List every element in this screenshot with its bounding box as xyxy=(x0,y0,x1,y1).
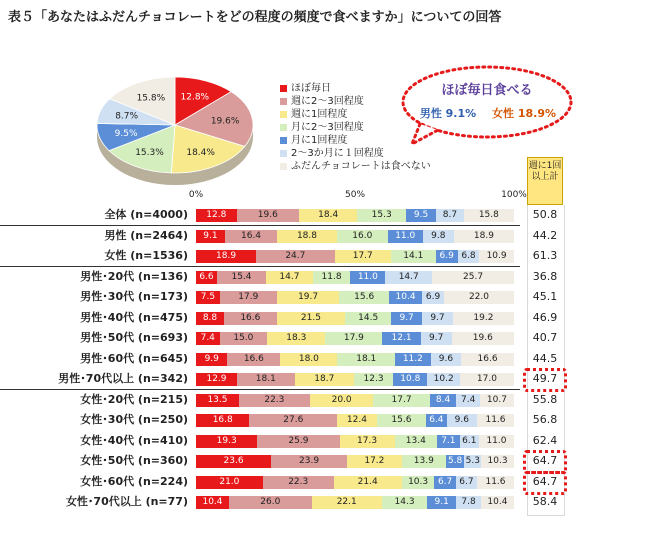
stacked-bar xyxy=(196,312,514,325)
bar-segment: 16.0 xyxy=(337,230,388,243)
row-total: 64.7 xyxy=(532,454,558,467)
bar-segment: 12.1 xyxy=(382,332,420,345)
bar-segment: 24.7 xyxy=(256,250,335,263)
highlight-box xyxy=(523,368,567,392)
pie-label: 18.4% xyxy=(186,147,215,158)
bar-row xyxy=(0,431,650,451)
pie-chart xyxy=(80,70,270,200)
bar-segment: 16.6 xyxy=(461,353,514,366)
bar-segment: 9.9 xyxy=(196,353,227,366)
bar-row xyxy=(0,328,650,348)
bar-segment: 12.4 xyxy=(337,414,376,427)
bar-segment: 18.0 xyxy=(280,353,337,366)
total-column-header: 週に1回以上計 xyxy=(527,157,563,205)
bar-row xyxy=(0,246,650,266)
pie-label: 12.8% xyxy=(180,92,210,103)
bar-segment: 15.3 xyxy=(357,209,406,222)
bar-segment: 11.6 xyxy=(477,476,514,489)
bar-segment: 6.4 xyxy=(426,414,446,427)
pie-label: 15.3% xyxy=(135,147,164,158)
bar-segment: 15.4 xyxy=(217,271,266,284)
bar-segment: 18.9 xyxy=(196,250,256,263)
bar-segment: 18.9 xyxy=(454,230,514,243)
bar-segment: 13.4 xyxy=(395,435,438,448)
bar-segment: 10.3 xyxy=(402,476,435,489)
bar-segment: 13.9 xyxy=(402,455,446,468)
bar-segment: 9.6 xyxy=(431,353,462,366)
stacked-bar xyxy=(196,373,514,386)
bar-segment: 11.2 xyxy=(395,353,431,366)
legend-swatch xyxy=(280,137,287,144)
bar-segment: 11.0 xyxy=(479,435,514,448)
row-total: 56.8 xyxy=(532,413,558,426)
bar-segment: 9.5 xyxy=(406,209,436,222)
bar-segment: 17.7 xyxy=(373,394,429,407)
bar-segment: 9.7 xyxy=(391,312,422,325)
stacked-bar xyxy=(196,414,514,427)
bar-segment: 15.0 xyxy=(220,332,268,345)
bar-segment: 23.6 xyxy=(196,455,271,468)
bar-segment: 11.0 xyxy=(350,271,385,284)
row-label: 男性･20代 (n=136) xyxy=(80,269,188,283)
axis-tick-50: 50% xyxy=(344,190,366,200)
row-total: 46.9 xyxy=(532,310,558,324)
row-label: 女性･20代 (n=215) xyxy=(80,392,188,406)
bar-segment: 6.7 xyxy=(456,476,477,489)
row-total: 64.7 xyxy=(532,474,558,488)
bar-segment: 15.6 xyxy=(339,291,389,304)
bar-segment: 7.4 xyxy=(196,332,220,345)
bar-segment: 13.5 xyxy=(196,394,239,407)
bar-segment: 16.4 xyxy=(225,230,277,243)
bar-segment: 21.0 xyxy=(196,476,263,489)
row-label: 男性･50代 (n=693) xyxy=(80,331,188,344)
bar-segment: 9.1 xyxy=(427,496,456,509)
bar-segment: 22.0 xyxy=(444,291,514,304)
stacked-bar xyxy=(196,476,514,489)
row-label: 女性･40代 (n=410) xyxy=(80,433,188,447)
bar-segment: 6.9 xyxy=(422,291,444,304)
bar-segment: 14.1 xyxy=(391,250,436,263)
bar-segment: 10.8 xyxy=(393,373,427,386)
bar-segment: 18.1 xyxy=(237,373,295,386)
pie-label: 8.7% xyxy=(115,111,139,122)
bar-segment: 9.6 xyxy=(447,414,478,427)
bar-segment: 12.8 xyxy=(196,209,237,222)
bar-segment: 7.1 xyxy=(437,435,460,448)
bar-segment: 11.0 xyxy=(388,230,423,243)
bar-segment: 22.1 xyxy=(312,496,382,509)
bar-segment: 18.3 xyxy=(267,332,325,345)
stacked-bar xyxy=(196,394,514,407)
bar-segment: 16.6 xyxy=(224,312,277,325)
axis-tick-0: 0% xyxy=(188,190,204,200)
bar-segment: 21.4 xyxy=(334,476,402,489)
bar-segment: 9.7 xyxy=(421,332,452,345)
bar-segment: 19.6 xyxy=(452,332,514,345)
callout-title: ほぼ毎日食べる xyxy=(441,83,533,98)
x-axis xyxy=(188,190,527,200)
bar-segment: 17.9 xyxy=(325,332,382,345)
bar-segment: 17.2 xyxy=(347,455,402,468)
row-label: 女性･50代 (n=360) xyxy=(80,454,188,467)
legend-swatch xyxy=(280,85,287,92)
legend-label: 月に1回程度 xyxy=(291,135,348,146)
stacked-bar xyxy=(196,271,514,284)
bar-segment: 10.3 xyxy=(481,455,514,468)
bar-row xyxy=(0,492,650,512)
bar-row xyxy=(0,267,650,287)
legend-label: 週に1回程度 xyxy=(291,109,348,120)
bar-segment: 9.7 xyxy=(422,312,453,325)
pie-label: 15.8% xyxy=(136,93,166,104)
legend-swatch xyxy=(280,98,287,105)
bar-segment: 5.3 xyxy=(465,456,480,466)
bar-segment: 11.8 xyxy=(313,271,351,284)
bar-segment: 10.4 xyxy=(196,496,229,509)
bar-segment: 9.8 xyxy=(423,230,454,243)
bar-segment: 17.9 xyxy=(220,291,277,304)
bar-segment: 17.3 xyxy=(340,435,395,448)
bar-row xyxy=(0,390,650,410)
bar-segment: 9.1 xyxy=(196,230,225,243)
bar-segment: 7.5 xyxy=(196,291,220,304)
row-label: 女性･30代 (n=250) xyxy=(80,413,188,426)
bar-segment: 10.4 xyxy=(481,496,514,509)
bar-segment: 8.8 xyxy=(196,312,224,325)
bar-segment: 18.8 xyxy=(277,230,337,243)
bar-segment: 14.5 xyxy=(345,312,391,325)
legend-swatch xyxy=(280,163,287,170)
bar-segment: 11.6 xyxy=(477,414,514,427)
chart-title: 表５「あなたはふだんチョコレートをどの程度の頻度で食べますか」についての回答 xyxy=(8,10,502,25)
row-total: 62.4 xyxy=(532,433,558,447)
bar-row xyxy=(0,226,650,246)
row-label: 男性･60代 (n=645) xyxy=(80,351,188,365)
stacked-bar xyxy=(196,353,514,366)
bar-segment: 16.6 xyxy=(227,353,280,366)
row-label: 男性 (n=2464) xyxy=(104,228,188,242)
legend-item xyxy=(280,160,431,173)
bar-row xyxy=(0,410,650,430)
bar-segment: 6.8 xyxy=(458,250,480,263)
callout-male: 男性 9.1% xyxy=(419,107,477,120)
bar-segment: 26.0 xyxy=(229,496,312,509)
row-total: 58.4 xyxy=(532,495,558,508)
callout-bubble xyxy=(398,62,576,148)
bar-segment: 14.7 xyxy=(266,271,313,284)
bar-segment: 12.9 xyxy=(196,373,237,386)
bar-segment: 27.6 xyxy=(249,414,337,427)
row-total: 49.7 xyxy=(532,372,558,385)
stacked-bar xyxy=(196,435,514,448)
pie-label: 19.6% xyxy=(210,116,240,127)
row-total: 45.1 xyxy=(532,290,558,303)
bar-segment: 22.3 xyxy=(239,394,310,407)
bar-segment: 25.7 xyxy=(432,271,514,284)
row-total: 55.8 xyxy=(532,392,558,406)
legend-swatch xyxy=(280,111,287,118)
bar-segment: 14.7 xyxy=(385,271,432,284)
bar-segment: 6.1 xyxy=(460,435,479,448)
stacked-bar xyxy=(196,332,514,345)
bar-segment: 21.5 xyxy=(277,312,345,325)
stacked-bar xyxy=(196,455,514,468)
bar-segment: 8.7 xyxy=(436,209,464,222)
bar-segment: 10.9 xyxy=(479,250,514,263)
bar-segment: 10.4 xyxy=(389,291,422,304)
pie-label: 9.5% xyxy=(114,129,138,140)
bar-segment: 23.9 xyxy=(271,455,347,468)
bar-segment: 25.9 xyxy=(257,435,339,448)
bar-segment: 15.8 xyxy=(464,209,514,222)
row-label: 女性 (n=1536) xyxy=(104,249,188,262)
row-label: 全体 (n=4000) xyxy=(104,208,188,221)
bar-segment: 14.3 xyxy=(382,496,427,509)
stacked-bar xyxy=(196,250,514,263)
stacked-bar xyxy=(196,496,514,509)
row-total: 40.7 xyxy=(532,331,558,344)
bar-segment: 6.9 xyxy=(436,250,458,263)
row-label: 男性･30代 (n=173) xyxy=(80,290,188,303)
row-total: 36.8 xyxy=(532,269,558,283)
row-label: 女性･70代以上 (n=77) xyxy=(65,495,188,508)
bar-segment: 7.8 xyxy=(456,496,481,509)
bar-segment: 6.7 xyxy=(434,476,455,489)
bar-segment: 19.2 xyxy=(453,312,514,325)
legend-label: ほぼ毎日 xyxy=(291,83,331,94)
bar-segment: 18.4 xyxy=(299,209,357,222)
legend-label: 週に2～3回程度 xyxy=(291,96,364,107)
axis-tick-100: 100% xyxy=(501,190,527,200)
legend-item xyxy=(280,147,431,160)
bar-segment: 5.8 xyxy=(446,455,464,468)
bar-segment: 22.3 xyxy=(263,476,334,489)
bar-row xyxy=(0,287,650,307)
row-label: 女性･60代 (n=224) xyxy=(80,474,188,488)
bar-segment: 19.6 xyxy=(237,209,299,222)
bar-segment: 15.6 xyxy=(377,414,427,427)
bar-segment: 18.1 xyxy=(337,353,395,366)
legend-swatch xyxy=(280,150,287,157)
bar-row xyxy=(0,205,650,225)
legend-label: 月に2～3回程度 xyxy=(291,122,364,133)
bar-segment: 7.4 xyxy=(456,394,480,407)
row-label: 男性･40代 (n=475) xyxy=(80,310,188,324)
bar-row xyxy=(0,349,650,369)
row-total: 44.5 xyxy=(532,351,558,365)
bar-row xyxy=(0,308,650,328)
legend-swatch xyxy=(280,124,287,131)
row-total: 50.8 xyxy=(532,208,558,221)
stacked-bar xyxy=(196,209,514,222)
bar-segment: 19.3 xyxy=(196,435,257,448)
bar-segment: 19.7 xyxy=(277,291,340,304)
row-label: 男性･70代以上 (n=342) xyxy=(58,372,188,385)
bar-segment: 17.0 xyxy=(460,373,514,386)
bar-segment: 20.0 xyxy=(310,394,374,407)
bar-segment: 16.8 xyxy=(196,414,249,427)
bar-segment: 12.3 xyxy=(354,373,393,386)
highlight-box xyxy=(523,471,567,495)
bar-segment: 17.7 xyxy=(335,250,391,263)
legend-label: ふだんチョコレートは食べない xyxy=(291,161,431,172)
bar-segment: 18.7 xyxy=(295,373,354,386)
bar-segment: 8.4 xyxy=(430,394,457,407)
stacked-bar xyxy=(196,291,514,304)
stacked-bar xyxy=(196,230,514,243)
row-total: 44.2 xyxy=(532,228,558,242)
bar-segment: 10.2 xyxy=(427,373,459,386)
bar-segment: 6.6 xyxy=(196,271,217,284)
legend-label: 2～3か月に１回程度 xyxy=(291,148,384,159)
callout-female: 女性 18.9% xyxy=(492,107,556,120)
row-total: 61.3 xyxy=(532,249,558,262)
bar-segment: 10.7 xyxy=(480,394,514,407)
